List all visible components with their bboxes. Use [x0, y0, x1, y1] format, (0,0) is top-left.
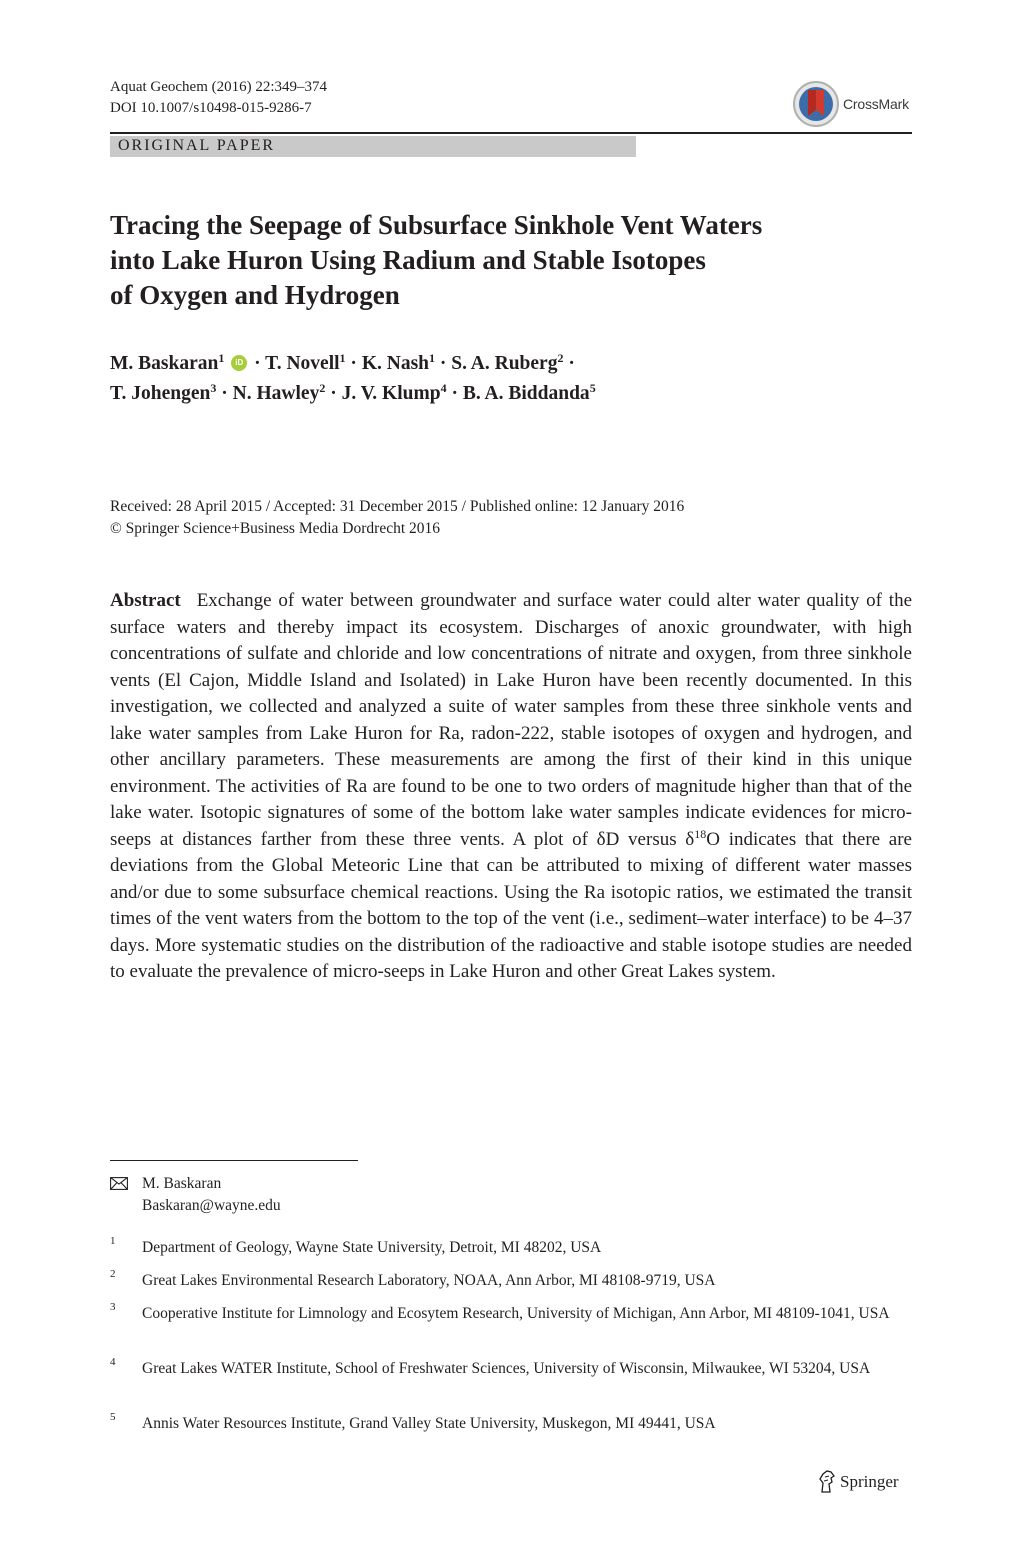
crossmark-badge[interactable]	[792, 80, 916, 128]
springer-horse-icon	[818, 1470, 836, 1494]
author-list	[110, 349, 910, 409]
crossmark-label: CrossMark	[843, 96, 909, 112]
publication-dates	[110, 496, 910, 540]
affiliation-text: Great Lakes Environmental Research Laboratory, NOAA, Ann Arbor, MI 48108-9719, USA	[142, 1272, 716, 1289]
affiliation-number: 1	[110, 1235, 116, 1247]
publisher-logo	[818, 1470, 918, 1496]
author-affiliation-mark: 5	[589, 381, 596, 395]
correspondence-name: M. Baskaran	[142, 1175, 222, 1192]
journal-citation	[110, 77, 327, 119]
footnote-rule	[110, 1160, 358, 1161]
affiliation-number: 4	[110, 1356, 116, 1368]
doi-line: DOI 10.1007/s10498-015-9286-7	[110, 100, 312, 116]
author-name[interactable]: J. V. Klump	[341, 383, 441, 404]
affiliation-text: Cooperative Institute for Limnology and Ecosytem Research, University of Michigan, Ann Arbor, MI 48109-1041, USA	[142, 1305, 890, 1322]
journal-line: Aquat Geochem (2016) 22:349–374	[110, 79, 328, 95]
publisher-name: Springer	[840, 1472, 899, 1491]
envelope-icon	[110, 1177, 128, 1190]
crossmark-icon	[792, 80, 840, 128]
header-rule	[110, 132, 912, 134]
copyright-line: © Springer Science+Business Media Dordrecht 2016	[110, 520, 441, 537]
abstract-heading: Abstract	[110, 590, 181, 611]
author-separator: ·	[330, 383, 337, 404]
author-affiliation-mark: 1	[339, 351, 346, 365]
affiliation-number: 2	[110, 1268, 116, 1280]
author-affiliation-mark: 2	[557, 351, 564, 365]
abstract-text-part1: Exchange of water between groundwater and surface water could alter water quality of the surface waters and thereby impact its ecosystem. Discharges of anoxic groundwater, with high concentrations of sulfate and chloride and low concentrations of nitrate and oxygen, from three sinkhole vents (El Cajon, Middle Island and Isolated) in Lake Huron have been recently documented. In this investigation, we collected and analyzed a suite of water samples from these three sinkhole vents and lake water samples from Lake Huron for Ra, radon-222, stable isotopes of oxygen and hydrogen, and other ancillary parameters. These measurements are among the first of their kind in this unique environment. The activities of Ra are found to be one to two orders of magnitude higher than that of the lake water. Isotopic signatures of some of the bottom lake water samples indicate evidences for micro-seeps at distances farther from these three vents. A plot of δD versus δ	[110, 590, 912, 850]
author-name[interactable]: M. Baskaran	[110, 353, 219, 374]
author-separator: ·	[350, 353, 357, 374]
title-line-1: Tracing the Seepage of Subsurface Sinkhole Vent Waters	[110, 210, 763, 240]
author-name[interactable]: T. Novell	[265, 353, 340, 374]
author-separator: ·	[254, 353, 261, 374]
author-name[interactable]: S. A. Ruberg	[451, 353, 558, 374]
affiliation-number: 3	[110, 1301, 116, 1313]
author-name[interactable]: B. A. Biddanda	[462, 383, 590, 404]
title-line-3: of Oxygen and Hydrogen	[110, 280, 400, 310]
author-affiliation-mark: 2	[319, 381, 326, 395]
abstract-text-part2: O indicates that there are deviations from the Global Meteoric Line that can be attributed to mixing of different water masses and/or due to some subsurface chemical reactions. Using the Ra isotopic ratios, we estimated the transit times of the vent waters from the bottom to the top of the vent (i.e., sediment–water interface) to be 4–37 days. More systematic studies on the distribution of the radioactive and stable isotope studies are needed to evaluate the prevalence of micro-seeps in Lake Huron and other Great Lakes system.	[110, 828, 912, 982]
affiliation-text: Annis Water Resources Institute, Grand Valley State University, Muskegon, MI 49441, USA	[142, 1415, 716, 1432]
author-name[interactable]: N. Hawley	[232, 383, 320, 404]
orcid-icon[interactable]: iD	[231, 355, 247, 371]
paper-title	[110, 208, 910, 313]
author-affiliation-mark: 3	[210, 381, 217, 395]
abstract-superscript: 18	[694, 826, 707, 841]
author-affiliation-mark: 4	[440, 381, 447, 395]
section-bar	[110, 136, 636, 157]
author-affiliation-mark: 1	[218, 351, 225, 365]
dates-line: Received: 28 April 2015 / Accepted: 31 December 2015 / Published online: 12 January 2016	[110, 498, 685, 515]
author-affiliation-mark: 1	[429, 351, 435, 365]
title-line-2: into Lake Huron Using Radium and Stable Isotopes	[110, 245, 706, 275]
author-separator: ·	[568, 353, 575, 374]
author-separator: ·	[439, 353, 447, 374]
abstract	[110, 588, 912, 986]
author-name[interactable]: K. Nash	[361, 353, 429, 374]
affiliation-number: 5	[110, 1411, 116, 1423]
section-label: ORIGINAL PAPER	[118, 137, 276, 154]
author-separator: ·	[221, 383, 228, 404]
affiliation-text: Department of Geology, Wayne State University, Detroit, MI 48202, USA	[142, 1239, 602, 1256]
correspondence-email[interactable]: Baskaran@wayne.edu	[142, 1197, 281, 1214]
author-line-2	[110, 379, 910, 409]
author-line-1	[110, 349, 910, 379]
affiliation-text: Great Lakes WATER Institute, School of Freshwater Sciences, University of Wisconsin, Milwaukee, WI 53204, USA	[142, 1360, 871, 1377]
author-name[interactable]: T. Johengen	[110, 383, 211, 404]
author-separator: ·	[451, 383, 458, 404]
